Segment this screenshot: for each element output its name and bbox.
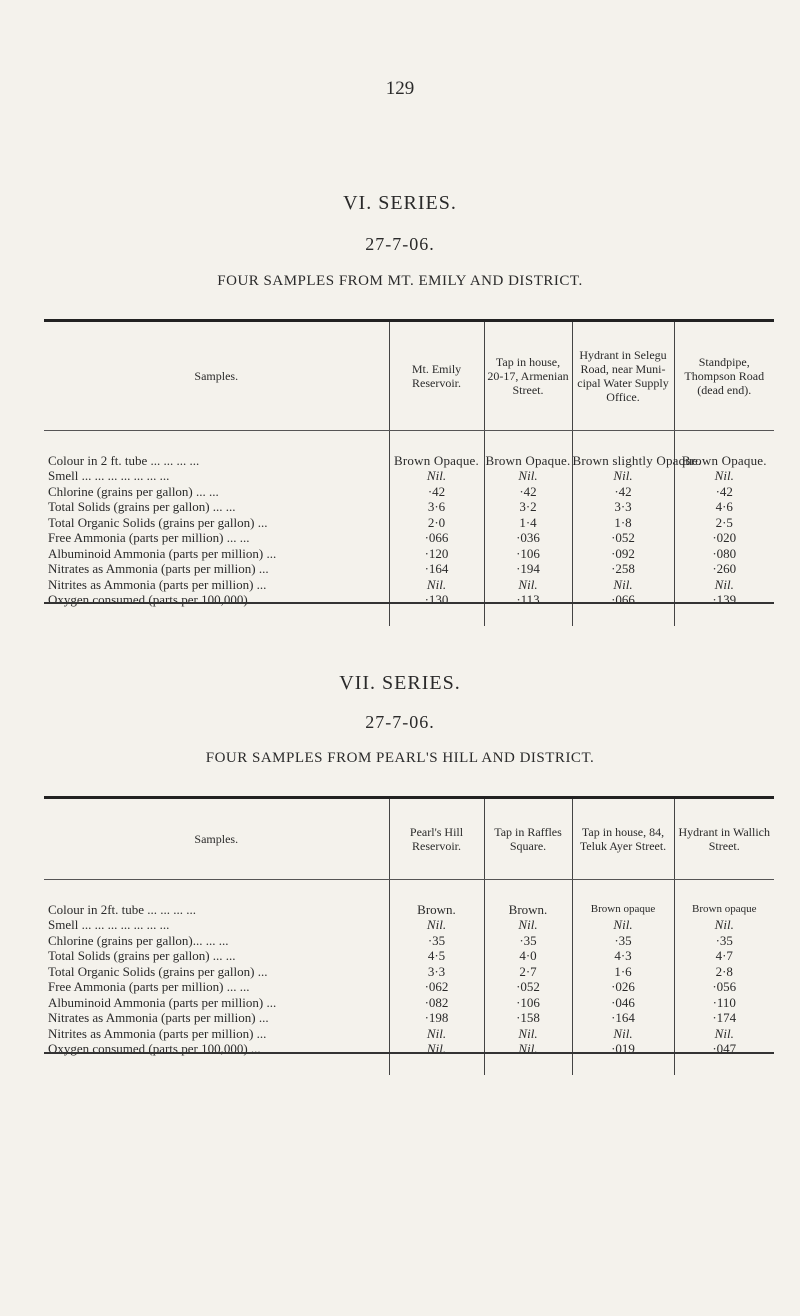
cell-value: Nil. — [389, 577, 484, 593]
cell-value: Nil. — [484, 917, 572, 933]
cell-value: 3·2 — [484, 499, 572, 515]
table-row — [44, 484, 774, 500]
cell-value: 2·5 — [674, 515, 774, 531]
section-subtitle: FOUR SAMPLES FROM MT. EMILY AND DISTRICT. — [217, 273, 583, 289]
cell-value: ·036 — [484, 530, 572, 546]
row-label: Total Solids (grains per gallon) ... ... — [48, 499, 236, 515]
cell-value: Brown slightly Opaque. — [572, 452, 702, 468]
cell-value: ·080 — [674, 546, 774, 562]
cell-value: Brown. — [389, 902, 484, 918]
section-date: 27-7-06. — [365, 712, 435, 732]
table-row — [44, 561, 774, 577]
cell-value: 3·6 — [389, 499, 484, 515]
header-column: Hydrant in Selegu Road, near Muni-cipal Water Supply Office. — [572, 322, 674, 430]
row-label: Free Ammonia (parts per million) ... ... — [48, 530, 250, 546]
row-label: Nitrites as Ammonia (parts per million) ... — [48, 576, 267, 592]
cell-value: 1·6 — [572, 964, 674, 980]
cell-value: 4·0 — [484, 948, 572, 964]
header-column: Standpipe, Thompson Road (dead end). — [674, 322, 774, 430]
cell-value: ·130 — [389, 592, 484, 608]
table-row — [44, 1010, 774, 1026]
row-label: Nitrates as Ammonia (parts per million) ... — [48, 561, 269, 577]
cell-value: Nil. — [389, 917, 484, 933]
cell-value: 4·6 — [674, 499, 774, 515]
header-column: Tap in Raffles Square. — [484, 799, 572, 879]
analysis-table-vi — [44, 322, 774, 626]
cell-value: 1·8 — [572, 515, 674, 531]
table-row — [44, 499, 774, 515]
cell-value: ·056 — [674, 979, 774, 995]
cell-value: 4·7 — [674, 948, 774, 964]
header-samples: Samples. — [44, 322, 389, 430]
row-label: Nitrates as Ammonia (parts per million) ... — [48, 1010, 269, 1026]
row-label: Total Organic Solids (grains per gallon) ... — [48, 514, 268, 530]
cell-value: ·052 — [484, 979, 572, 995]
table-row — [44, 453, 774, 469]
cell-value: ·42 — [389, 484, 484, 500]
cell-value: ·106 — [484, 995, 572, 1011]
cell-value: 1·4 — [484, 515, 572, 531]
table-row — [44, 933, 774, 949]
cell-value: 2·8 — [674, 964, 774, 980]
row-label: Oxygen consumed (parts per 100,000) ... — [48, 592, 261, 608]
cell-value: ·198 — [389, 1010, 484, 1026]
cell-value: 4·5 — [389, 948, 484, 964]
table-row — [44, 948, 774, 964]
row-label: Colour in 2ft. tube ... ... ... ... — [48, 901, 197, 917]
cell-value: ·35 — [484, 933, 572, 949]
header-samples: Samples. — [44, 799, 389, 879]
table-row — [44, 1041, 774, 1057]
cell-value: ·42 — [484, 484, 572, 500]
table-row — [44, 995, 774, 1011]
cell-value: ·082 — [389, 995, 484, 1011]
table-row — [44, 964, 774, 980]
table-row — [44, 546, 774, 562]
table-row — [44, 917, 774, 933]
table-row — [44, 592, 774, 608]
cell-value: Brown Opaque. — [485, 452, 571, 468]
cell-value: Nil. — [674, 468, 774, 484]
cell-value: ·139 — [674, 592, 774, 608]
section-title: VI. SERIES. — [343, 192, 457, 214]
cell-value: ·052 — [572, 530, 674, 546]
cell-value: ·120 — [389, 546, 484, 562]
row-label: Albuminoid Ammonia (parts per million) ... — [48, 545, 277, 561]
cell-value: Brown Opaque. — [389, 453, 484, 469]
row-label: Total Organic Solids (grains per gallon) ... — [48, 963, 268, 979]
row-label: Colour in 2 ft. tube ... ... ... ... — [48, 452, 200, 468]
row-label: Oxygen consumed (parts per 100,000) ... — [48, 1041, 261, 1057]
cell-value: 2·7 — [484, 964, 572, 980]
cell-value: ·026 — [572, 979, 674, 995]
cell-value: Nil. — [674, 917, 774, 933]
cell-value: ·164 — [572, 1010, 674, 1026]
cell-value: Nil. — [572, 468, 674, 484]
cell-value: Nil. — [389, 1026, 484, 1042]
cell-value: 3·3 — [389, 964, 484, 980]
cell-value: ·194 — [484, 561, 572, 577]
cell-value: 4·3 — [572, 948, 674, 964]
table-row — [44, 515, 774, 531]
cell-value: ·35 — [572, 933, 674, 949]
row-label: Chlorine (grains per gallon) ... ... — [48, 483, 219, 499]
cell-value: ·35 — [389, 933, 484, 949]
table-bottom-rule — [44, 602, 774, 604]
cell-value: Nil. — [674, 577, 774, 593]
cell-value: Nil. — [484, 1041, 572, 1057]
table-row — [44, 468, 774, 484]
cell-value: Brown Opaque. — [674, 453, 774, 469]
cell-value: Nil. — [389, 1041, 484, 1057]
cell-value: Nil. — [572, 917, 674, 933]
cell-value: ·164 — [389, 561, 484, 577]
header-column: Hydrant in Wallich Street. — [674, 799, 774, 879]
cell-value: 3·3 — [572, 499, 674, 515]
cell-value: ·046 — [572, 995, 674, 1011]
page-number: 129 — [385, 78, 415, 99]
section-date: 27-7-06. — [365, 234, 435, 254]
table-row — [44, 530, 774, 546]
table-row — [44, 577, 774, 593]
table-header-row — [44, 322, 774, 430]
cell-value: ·260 — [674, 561, 774, 577]
table-bottom-rule — [44, 1052, 774, 1054]
cell-value: Nil. — [484, 1026, 572, 1042]
cell-value: ·113 — [484, 592, 572, 608]
table-row — [44, 979, 774, 995]
header-column: Tap in house, 20-17, Armenian Street. — [484, 322, 572, 430]
table-row — [44, 902, 774, 918]
section-title: VII. SERIES. — [339, 672, 461, 694]
cell-value: ·258 — [572, 561, 674, 577]
cell-value: Nil. — [484, 468, 572, 484]
table-row — [44, 1026, 774, 1042]
row-label: Albuminoid Ammonia (parts per million) ... — [48, 994, 277, 1010]
cell-value: ·35 — [674, 933, 774, 949]
row-label: Free Ammonia (parts per million) ... ... — [48, 979, 250, 995]
cell-value: ·106 — [484, 546, 572, 562]
header-column: Pearl's Hill Reservoir. — [389, 799, 484, 879]
row-label: Nitrites as Ammonia (parts per million) ... — [48, 1025, 267, 1041]
cell-value: ·062 — [389, 979, 484, 995]
cell-value: Nil. — [572, 1026, 674, 1042]
cell-value: Brown opaque — [572, 902, 674, 918]
cell-value: ·047 — [674, 1041, 774, 1057]
row-label: Smell ... ... ... ... ... ... ... — [48, 917, 170, 933]
cell-value: ·158 — [484, 1010, 572, 1026]
cell-value: ·174 — [674, 1010, 774, 1026]
analysis-table-vii — [44, 799, 774, 1075]
cell-value: ·092 — [572, 546, 674, 562]
row-label: Total Solids (grains per gallon) ... ... — [48, 948, 236, 964]
cell-value: ·066 — [572, 592, 674, 608]
cell-value: Brown opaque — [674, 902, 774, 918]
cell-value: ·42 — [674, 484, 774, 500]
cell-value: Nil. — [674, 1026, 774, 1042]
cell-value: ·020 — [674, 530, 774, 546]
cell-value: ·42 — [572, 484, 674, 500]
cell-value: 2·0 — [389, 515, 484, 531]
cell-value: ·066 — [389, 530, 484, 546]
row-label: Smell ... ... ... ... ... ... ... — [48, 468, 170, 484]
header-column: Mt. Emily Reservoir. — [389, 322, 484, 430]
row-label: Chlorine (grains per gallon)... ... ... — [48, 932, 229, 948]
cell-value: Nil. — [389, 468, 484, 484]
header-column: Tap in house, 84, Teluk Ayer Street. — [572, 799, 674, 879]
cell-value: Nil. — [484, 577, 572, 593]
cell-value: ·019 — [572, 1041, 674, 1057]
cell-value: ·110 — [674, 995, 774, 1011]
cell-value: Nil. — [572, 577, 674, 593]
cell-value: Brown. — [484, 902, 572, 918]
section-subtitle: FOUR SAMPLES FROM PEARL'S HILL AND DISTRICT. — [205, 750, 595, 766]
table-header-row — [44, 799, 774, 879]
